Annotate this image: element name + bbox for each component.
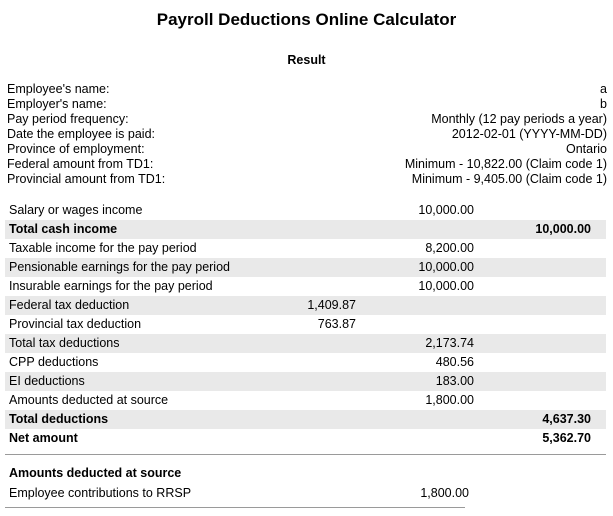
row-amount: 10,000.00 <box>418 203 474 217</box>
row-label: Total deductions <box>9 412 109 426</box>
info-label: Date the employee is paid: <box>7 127 156 141</box>
info-label: Province of employment: <box>7 142 145 156</box>
row-cpp <box>5 353 606 372</box>
info-value: Ontario <box>566 142 607 156</box>
row-label: Insurable earnings for the pay period <box>9 279 213 293</box>
source-deductions-section <box>5 463 606 503</box>
row-label: Provincial tax deduction <box>9 317 142 331</box>
row-total-tax <box>5 334 606 353</box>
info-row-pay-date <box>7 127 607 142</box>
row-label: Federal tax deduction <box>9 298 130 312</box>
employee-info-block <box>7 82 607 187</box>
row-label: Total cash income <box>9 222 118 236</box>
row-label: EI deductions <box>9 374 85 388</box>
row-salary-income <box>5 201 606 220</box>
info-label: Employee's name: <box>7 82 110 96</box>
info-value: Minimum - 9,405.00 (Claim code 1) <box>411 172 607 186</box>
row-provincial-tax <box>5 315 606 334</box>
row-federal-tax <box>5 296 606 315</box>
row-subamount: 1,409.87 <box>307 298 356 312</box>
row-insurable-earnings <box>5 277 606 296</box>
row-label: Taxable income for the pay period <box>9 241 197 255</box>
row-total: 5,362.70 <box>542 431 591 445</box>
section-bottom-divider <box>5 507 465 508</box>
row-amount: 183.00 <box>435 374 474 388</box>
row-amount: 10,000.00 <box>418 260 474 274</box>
info-label: Federal amount from TD1: <box>7 157 154 171</box>
deductions-table <box>5 201 606 448</box>
section-heading: Amounts deducted at source <box>9 466 182 480</box>
info-value: Minimum - 10,822.00 (Claim code 1) <box>404 157 607 171</box>
page-title: Payroll Deductions Online Calculator <box>156 10 457 29</box>
row-label: Total tax deductions <box>9 336 120 350</box>
row-taxable-income <box>5 239 606 258</box>
info-label: Provincial amount from TD1: <box>7 172 166 186</box>
info-value: Monthly (12 pay periods a year) <box>431 112 607 126</box>
row-ei <box>5 372 606 391</box>
row-amount: 1,800.00 <box>425 393 474 407</box>
info-value: b <box>600 97 607 111</box>
row-amount: 1,800.00 <box>420 486 469 500</box>
row-label: Pensionable earnings for the pay period <box>9 260 230 274</box>
section-divider <box>5 454 606 455</box>
row-total: 4,637.30 <box>542 412 591 426</box>
row-label: Employee contributions to RRSP <box>9 486 192 500</box>
row-amounts-at-source <box>5 391 606 410</box>
row-rrsp <box>5 483 606 503</box>
result-heading: Result <box>287 53 326 67</box>
row-net-amount <box>5 429 606 448</box>
info-row-provincial-td1 <box>7 172 607 187</box>
row-subamount: 763.87 <box>317 317 356 331</box>
info-row-federal-td1 <box>7 157 607 172</box>
info-value: a <box>600 82 607 96</box>
row-amount: 10,000.00 <box>418 279 474 293</box>
source-section-heading <box>5 463 606 483</box>
row-label: Net amount <box>9 431 78 445</box>
row-label: Amounts deducted at source <box>9 393 169 407</box>
row-total: 10,000.00 <box>535 222 591 236</box>
row-pensionable-earnings <box>5 258 606 277</box>
row-amount: 8,200.00 <box>425 241 474 255</box>
info-row-pay-frequency <box>7 112 607 127</box>
info-row-province <box>7 142 607 157</box>
info-label: Pay period frequency: <box>7 112 129 126</box>
row-amount: 480.56 <box>435 355 474 369</box>
row-label: CPP deductions <box>9 355 99 369</box>
row-amount: 2,173.74 <box>425 336 474 350</box>
info-label: Employer's name: <box>7 97 107 111</box>
row-total-cash-income <box>5 220 606 239</box>
row-label: Salary or wages income <box>9 203 143 217</box>
row-total-deductions <box>5 410 606 429</box>
info-value: 2012-02-01 (YYYY-MM-DD) <box>451 127 607 141</box>
info-row-employee-name <box>7 82 607 97</box>
info-row-employer-name <box>7 97 607 112</box>
